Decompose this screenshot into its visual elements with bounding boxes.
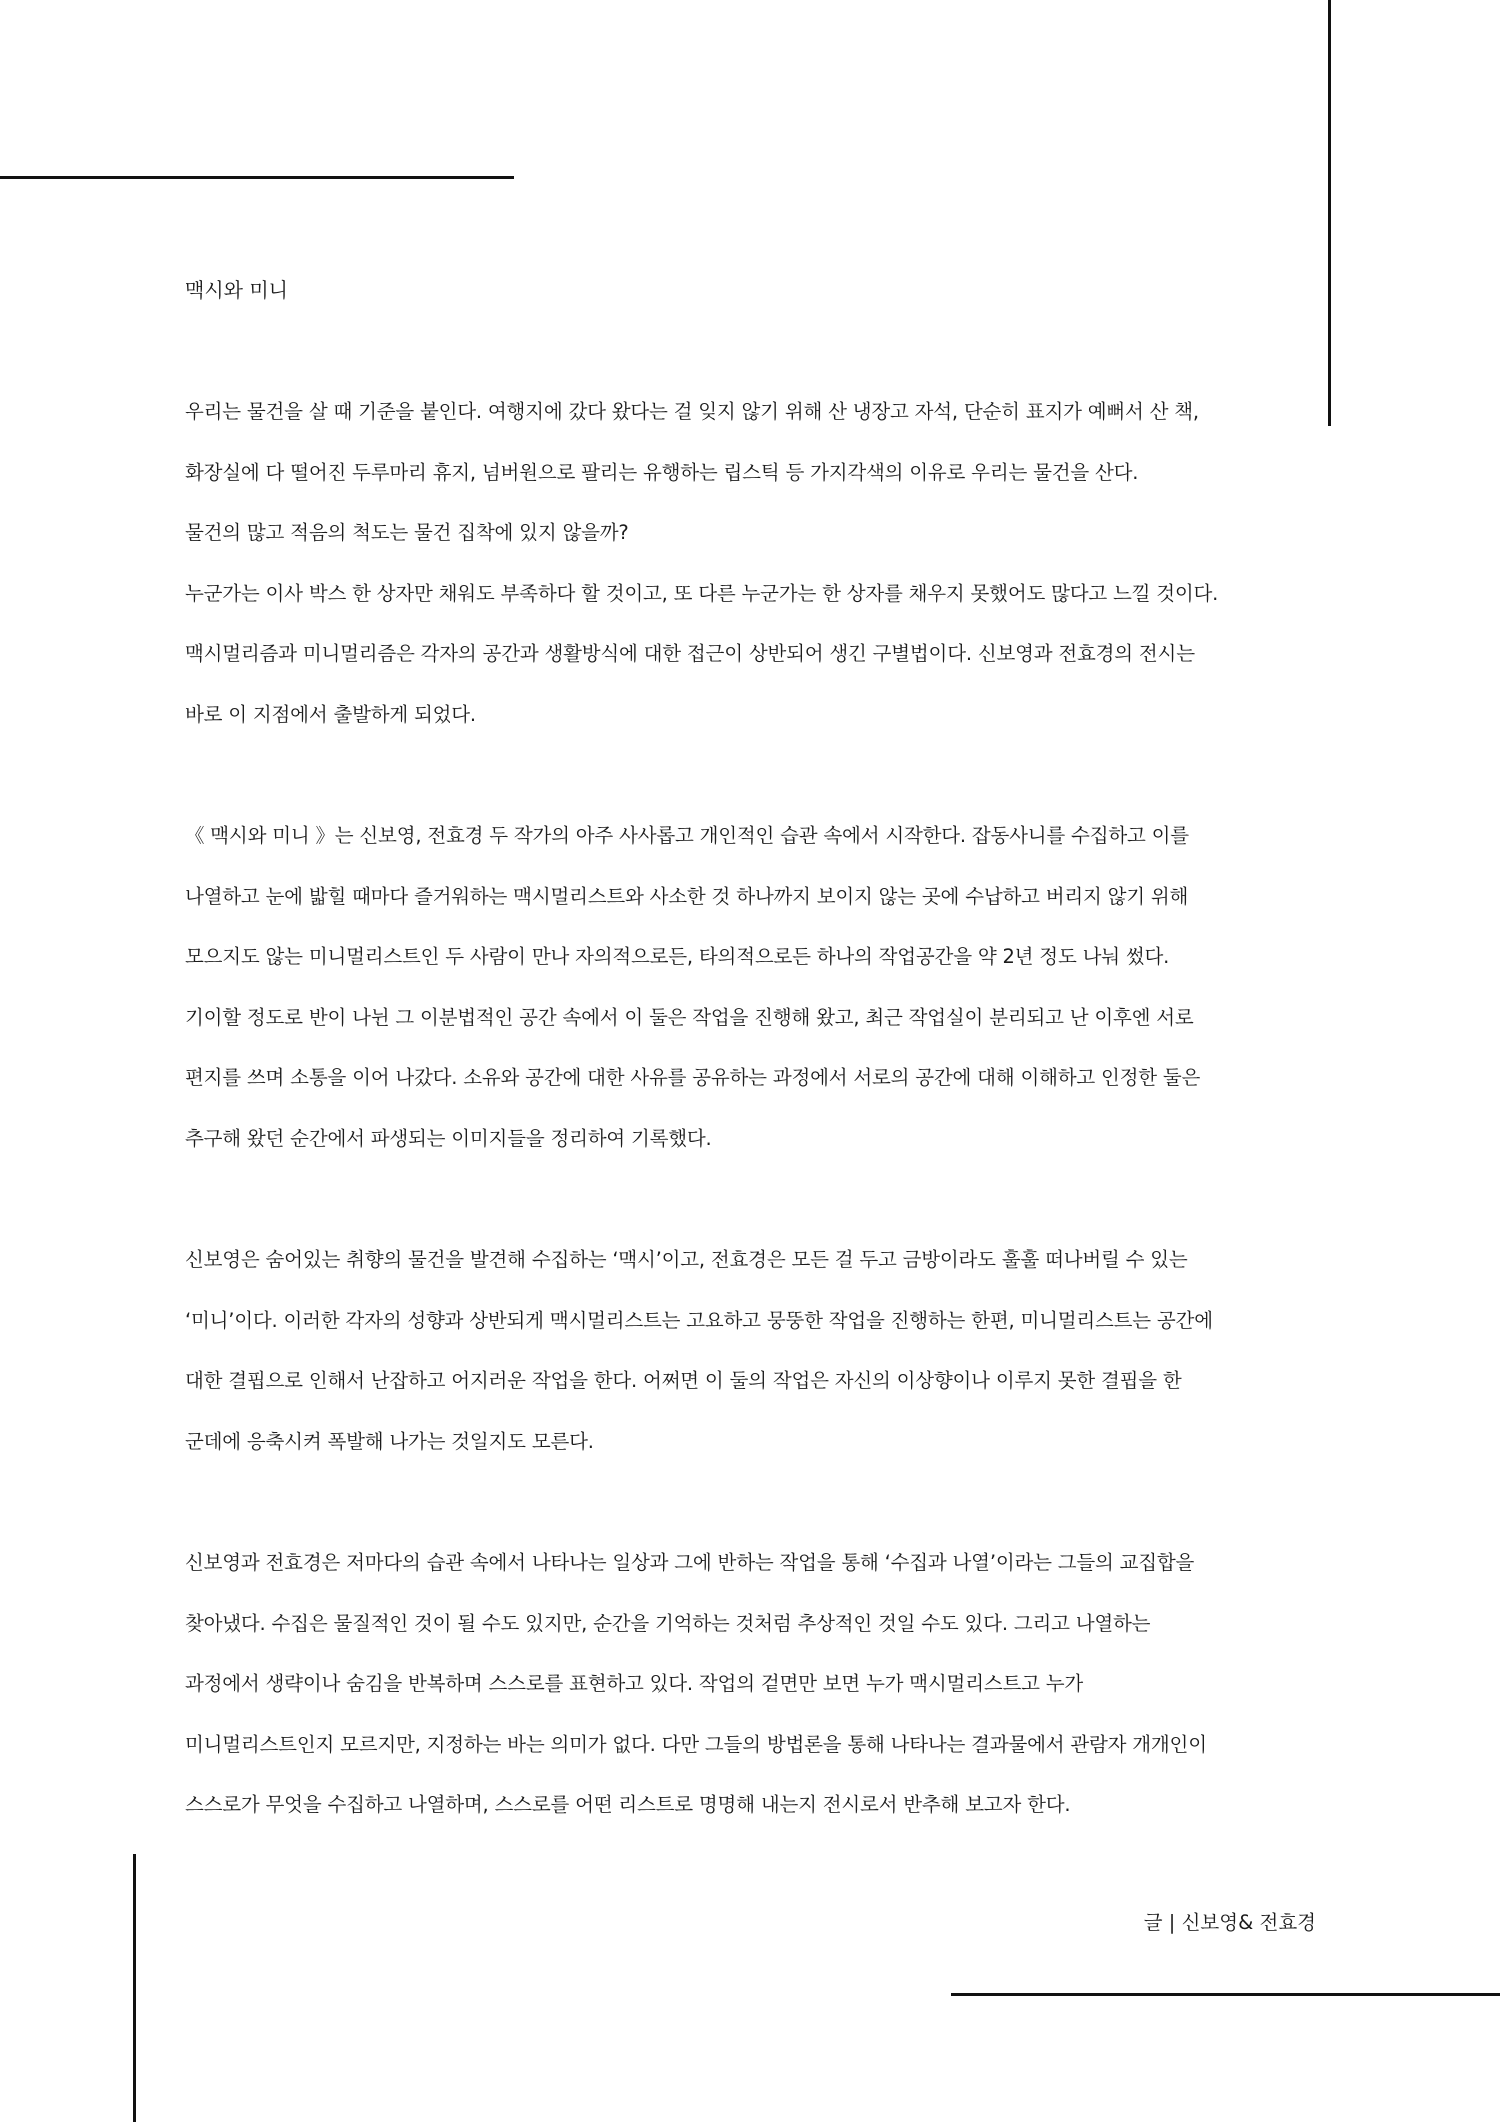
author-credit: 글 | 신보영& 전효경 bbox=[1143, 1911, 1316, 1934]
paragraph-line: 화장실에 다 떨어진 두루마리 휴지, 넘버원으로 팔리는 유행하는 립스틱 등 가지각색의 이유로 우리는 물건을 산다. bbox=[185, 460, 1139, 484]
paragraph-3 bbox=[185, 1245, 1213, 1487]
paragraph-line: 과정에서 생략이나 숨김을 반복하며 스스로를 표현하고 있다. 작업의 겉면만 보면 누가 맥시멀리스트고 누가 bbox=[185, 1672, 1084, 1695]
paragraph-line: 우리는 물건을 살 때 기준을 붙인다. 여행지에 갔다 왔다는 걸 잊지 않기 위해 산 냉장고 자석, 단순히 표지가 예뻐서 산 책, bbox=[185, 400, 1199, 423]
paragraph-line: 미니멀리스트인지 모르지만, 지정하는 바는 의미가 없다. 다만 그들의 방법론을 통해 나타나는 결과물에서 관람자 개개인이 bbox=[185, 1732, 1207, 1756]
paragraph-line: 편지를 쓰며 소통을 이어 나갔다. 소유와 공간에 대한 사유를 공유하는 과정에서 서로의 공간에 대해 이해하고 인정한 둘은 bbox=[185, 1066, 1201, 1089]
paragraph-4 bbox=[185, 1548, 1207, 1851]
document-title: 맥시와 미니 bbox=[185, 278, 288, 302]
paragraph-line: 군데에 응축시켜 폭발해 나가는 것일지도 모른다. bbox=[185, 1429, 594, 1453]
paragraph-line: 스스로가 무엇을 수집하고 나열하며, 스스로를 어떤 리스트로 명명해 내는지 전시로서 반추해 보고자 한다. bbox=[185, 1793, 1071, 1816]
bottom-vertical-rule bbox=[133, 1854, 136, 2122]
bottom-horizontal-rule bbox=[951, 1993, 1500, 1996]
paragraph-2 bbox=[185, 821, 1200, 1184]
paragraph-line: 맥시멀리즘과 미니멀리즘은 각자의 공간과 생활방식에 대한 접근이 상반되어 생긴 구별법이다. 신보영과 전효경의 전시는 bbox=[185, 642, 1195, 665]
paragraph-line: 나열하고 눈에 밟힐 때마다 즐거워하는 맥시멀리스트와 사소한 것 하나까지 보이지 않는 곳에 수납하고 버리지 않기 위해 bbox=[185, 884, 1189, 908]
paragraph-line: 바로 이 지점에서 출발하게 되었다. bbox=[185, 702, 476, 726]
paragraph-1 bbox=[185, 397, 1218, 760]
paragraph-line: 신보영은 숨어있는 취향의 물건을 발견해 수집하는 ‘맥시’이고, 전효경은 모든 걸 두고 금방이라도 훌훌 떠나버릴 수 있는 bbox=[185, 1248, 1188, 1271]
paragraph-line: 대한 결핍으로 인해서 난잡하고 어지러운 작업을 한다. 어쩌면 이 둘의 작업은 자신의 이상향이나 이루지 못한 결핍을 한 bbox=[185, 1369, 1182, 1392]
paragraph-line: 물건의 많고 적음의 척도는 물건 집착에 있지 않을까? bbox=[185, 521, 629, 544]
paragraph-line: 《 맥시와 미니 》는 신보영, 전효경 두 작가의 아주 사사롭고 개인적인 습관 속에서 시작한다. 잡동사니를 수집하고 이를 bbox=[185, 824, 1189, 847]
paragraph-line: 신보영과 전효경은 저마다의 습관 속에서 나타나는 일상과 그에 반하는 작업을 통해 ‘수집과 나열’이라는 그들의 교집합을 bbox=[185, 1551, 1195, 1574]
top-horizontal-rule bbox=[0, 176, 514, 179]
paragraph-line: 추구해 왔던 순간에서 파생되는 이미지들을 정리하여 기록했다. bbox=[185, 1126, 712, 1150]
paragraph-line: 누군가는 이사 박스 한 상자만 채워도 부족하다 할 것이고, 또 다른 누군가는 한 상자를 채우지 못했어도 많다고 느낄 것이다. bbox=[185, 581, 1219, 605]
paragraph-line: 모으지도 않는 미니멀리스트인 두 사람이 만나 자의적으로든, 타의적으로든 하나의 작업공간을 약 2년 정도 나눠 썼다. bbox=[185, 945, 1170, 968]
paragraph-line: ‘미니’이다. 이러한 각자의 성향과 상반되게 맥시멀리스트는 고요하고 뭉뚱한 작업을 진행하는 한편, 미니멀리스트는 공간에 bbox=[185, 1308, 1213, 1332]
paragraph-line: 찾아냈다. 수집은 물질적인 것이 될 수도 있지만, 순간을 기억하는 것처럼 추상적인 것일 수도 있다. 그리고 나열하는 bbox=[185, 1611, 1151, 1635]
top-vertical-rule bbox=[1328, 0, 1331, 426]
paragraph-line: 기이할 정도로 반이 나뉜 그 이분법적인 공간 속에서 이 둘은 작업을 진행해 왔고, 최근 작업실이 분리되고 난 이후엔 서로 bbox=[185, 1005, 1194, 1029]
